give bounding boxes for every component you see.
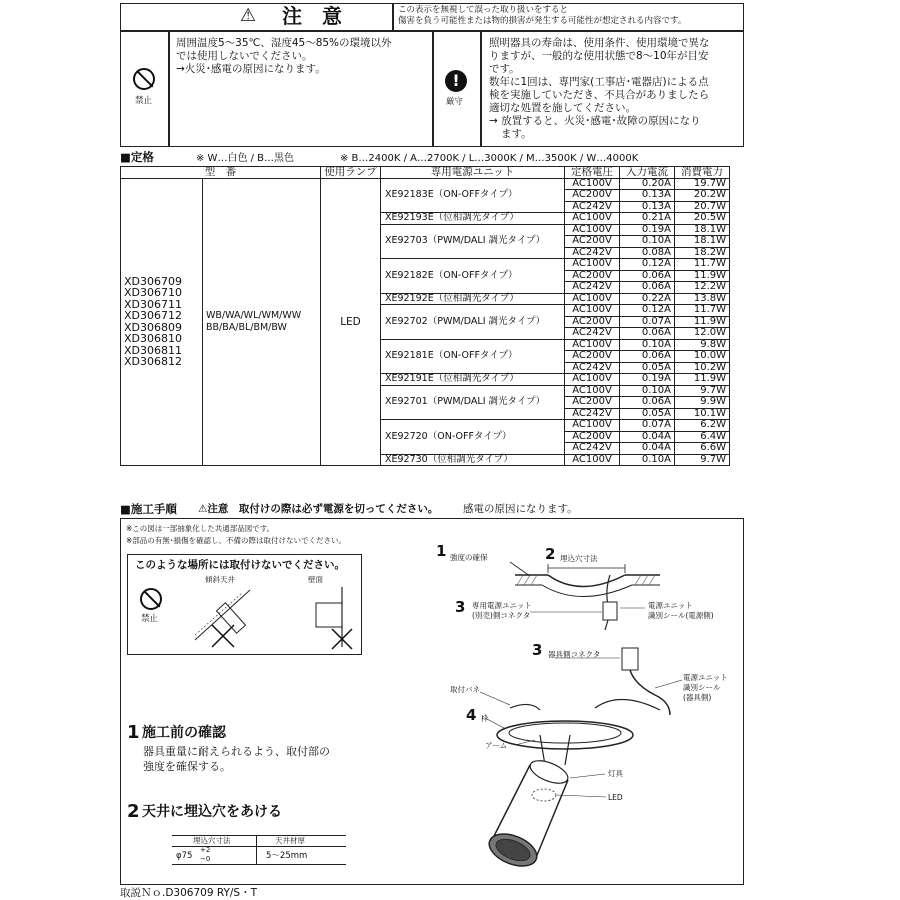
caution-text: ます。 <box>501 128 532 140</box>
diagram-label: 識別シール(電源側) <box>648 611 714 620</box>
model-numbers-cell <box>121 178 203 466</box>
caution-col-divider <box>168 30 170 147</box>
caution-text: →火災･感電の原因になります。 <box>176 63 326 75</box>
step-number: 2 <box>545 545 556 563</box>
spec-color-note: ※ W…白色 / B…黒色 <box>196 153 295 164</box>
step-title: 天井に埋込穴をあける <box>142 804 282 820</box>
hole-table-divider <box>172 846 346 847</box>
power-consumption-cell: 12.0W <box>675 328 730 340</box>
rated-voltage-cell: AC242V <box>565 201 620 213</box>
power-unit-cell: XE92183E（ON-OFFタイプ） <box>381 178 565 213</box>
prohibit-icon <box>140 588 162 610</box>
rated-voltage-cell: AC200V <box>565 270 620 282</box>
power-consumption-cell: 9.9W <box>675 397 730 409</box>
ceiling-thickness-value: 5～25mm <box>266 851 308 861</box>
rated-voltage-cell: AC100V <box>565 305 620 317</box>
rated-voltage-cell: AC200V <box>565 190 620 202</box>
spec-column-header: 入力電流 <box>620 167 675 179</box>
diagram-label: 電源ユニット <box>683 673 728 682</box>
model-number: XD306809 <box>124 320 182 334</box>
power-consumption-cell: 11.9W <box>675 270 730 282</box>
input-current-cell: 0.20A <box>620 178 675 190</box>
hole-tolerance-minus: −0 <box>200 855 211 863</box>
input-current-cell: 0.13A <box>620 201 675 213</box>
rated-voltage-cell: AC100V <box>565 454 620 466</box>
power-consumption-cell: 18.1W <box>675 236 730 248</box>
rated-voltage-cell: AC200V <box>565 397 620 409</box>
rated-voltage-cell: AC242V <box>565 247 620 259</box>
input-current-cell: 0.13A <box>620 190 675 202</box>
model-number: XD306810 <box>124 332 182 346</box>
diagram-label: 枠 <box>481 714 489 723</box>
rated-voltage-cell: AC200V <box>565 236 620 248</box>
step-number: 1 <box>127 722 140 743</box>
rated-voltage-cell: AC100V <box>565 224 620 236</box>
obey-label: 厳守 <box>446 97 464 107</box>
diagram-label: 強度の確保 <box>450 553 488 562</box>
caution-text: 周囲温度5～35℃、湿度45～85%の環境以外 <box>176 37 392 49</box>
rated-voltage-cell: AC200V <box>565 431 620 443</box>
input-current-cell: 0.05A <box>620 362 675 374</box>
step-number: 1 <box>436 542 447 560</box>
diagram-label: 器具側コネクタ <box>548 650 601 659</box>
model-number: XD306712 <box>124 309 182 323</box>
input-current-cell: 0.04A <box>620 431 675 443</box>
caution-text: です。 <box>489 63 520 75</box>
warning-triangle-icon: ⚠ <box>240 5 257 26</box>
variant-codes-cell <box>203 178 321 466</box>
input-current-cell: 0.08A <box>620 247 675 259</box>
power-consumption-cell: 12.2W <box>675 282 730 294</box>
wall-label: 壁面 <box>308 575 323 584</box>
input-current-cell: 0.06A <box>620 270 675 282</box>
rated-voltage-cell: AC200V <box>565 351 620 363</box>
power-unit-cell: XE92703（PWM/DALI 調光タイプ） <box>381 224 565 259</box>
model-number: XD306811 <box>124 343 182 357</box>
power-consumption-cell: 11.7W <box>675 305 730 317</box>
variant-codes: BB/BA/BL/BM/BW <box>206 321 287 333</box>
spec-header-row <box>121 167 730 179</box>
power-consumption-cell: 11.7W <box>675 259 730 271</box>
rated-voltage-cell: AC200V <box>565 316 620 328</box>
power-consumption-cell: 13.8W <box>675 293 730 305</box>
caution-intro: 傷害を負う可能性または物的損害が発生する可能性が想定される内容です。 <box>398 16 687 26</box>
caution-text: 数年に1回は、専門家(工事店･電器店)による点 <box>489 76 709 88</box>
input-current-cell: 0.06A <box>620 397 675 409</box>
input-current-cell: 0.05A <box>620 408 675 420</box>
caution-text: 適切な処置を施してください。 <box>489 102 636 114</box>
procedure-note: ※部品の有無･損傷を確認し、不備の際は取付けないでください。 <box>126 536 347 545</box>
prohibit-label: 禁止 <box>141 614 159 624</box>
caution-title: 注 意 <box>282 4 342 28</box>
spec-table <box>120 166 730 466</box>
rated-voltage-cell: AC100V <box>565 374 620 386</box>
input-current-cell: 0.10A <box>620 236 675 248</box>
power-unit-cell: XE92701（PWM/DALI 調光タイプ） <box>381 385 565 420</box>
step-number: 4 <box>466 706 477 724</box>
model-number: XD306710 <box>124 286 182 300</box>
power-unit-cell: XE92702（PWM/DALI 調光タイプ） <box>381 305 565 340</box>
spec-column-header: 使用ランプ <box>321 167 381 179</box>
diagram-label: 灯具 <box>608 769 623 778</box>
prohibit-icon <box>133 68 155 90</box>
power-consumption-cell: 18.2W <box>675 247 730 259</box>
input-current-cell: 0.10A <box>620 454 675 466</box>
spec-column-header: 消費電力 <box>675 167 730 179</box>
caution-col-divider <box>432 30 434 147</box>
procedure-warning-tail: 感電の原因になります。 <box>463 503 578 515</box>
power-unit-cell: XE92192E（位相調光タイプ） <box>381 293 565 305</box>
power-unit-cell: XE92720（ON-OFFタイプ） <box>381 420 565 455</box>
input-current-cell: 0.06A <box>620 282 675 294</box>
rated-voltage-cell: AC242V <box>565 443 620 455</box>
input-current-cell: 0.06A <box>620 328 675 340</box>
spec-heading: ■定格 <box>120 150 154 164</box>
caution-text: りますが、一般的な使用状態で8～10年が目安 <box>489 50 709 62</box>
power-consumption-cell: 11.9W <box>675 316 730 328</box>
diagram-label: アーム <box>485 741 508 750</box>
diagram-label: (器具側) <box>683 693 712 702</box>
spec-column-header: 型 番 <box>121 167 321 179</box>
power-consumption-cell: 6.4W <box>675 431 730 443</box>
power-consumption-cell: 6.6W <box>675 443 730 455</box>
prohibit-label: 禁止 <box>135 96 153 106</box>
diagram-label: 専用電源ユニット <box>472 601 532 610</box>
hole-table-divider <box>256 835 257 865</box>
power-consumption-cell: 9.7W <box>675 385 730 397</box>
caution-col-divider <box>480 30 482 147</box>
power-consumption-cell: 10.2W <box>675 362 730 374</box>
power-unit-cell: XE92181E（ON-OFFタイプ） <box>381 339 565 374</box>
hole-size-value: φ75 <box>176 851 193 861</box>
caution-text: 検を実施していただき、不具合がありましたら <box>489 89 710 101</box>
spec-temp-note: ※ B…2400K / A…2700K / L…3000K / M…3500K / W…4000K <box>340 153 639 164</box>
step-text: 強度を確保する。 <box>143 760 231 773</box>
step-number: 3 <box>532 641 543 659</box>
do-not-install-title: このような場所には取付けないでください。 <box>135 559 345 571</box>
spec-column-header: 定格電圧 <box>565 167 620 179</box>
power-unit-cell: XE92182E（ON-OFFタイプ） <box>381 259 565 294</box>
step-number: 3 <box>455 598 466 616</box>
power-unit-cell: XE92730（位相調光タイプ） <box>381 454 565 466</box>
sloped-ceiling-label: 傾斜天井 <box>205 575 235 584</box>
power-consumption-cell: 18.1W <box>675 224 730 236</box>
step-text: 器具重量に耐えられるよう、取付部の <box>143 745 330 758</box>
power-consumption-cell: 10.0W <box>675 351 730 363</box>
power-consumption-cell: 20.5W <box>675 213 730 225</box>
table-row <box>121 178 730 190</box>
power-consumption-cell: 20.2W <box>675 190 730 202</box>
wall-illustration <box>300 585 355 650</box>
rated-voltage-cell: AC242V <box>565 362 620 374</box>
input-current-cell: 0.07A <box>620 420 675 432</box>
input-current-cell: 0.12A <box>620 305 675 317</box>
lamp-type-cell: LED <box>321 178 381 466</box>
model-number: XD306709 <box>124 274 182 288</box>
power-unit-cell: XE92191E（位相調光タイプ） <box>381 374 565 386</box>
ceiling-thickness-header: 天井材厚 <box>275 836 305 845</box>
caution-text: では使用しないでください。 <box>176 50 313 62</box>
rated-voltage-cell: AC242V <box>565 282 620 294</box>
input-current-cell: 0.12A <box>620 259 675 271</box>
input-current-cell: 0.10A <box>620 385 675 397</box>
mandatory-icon: ! <box>445 70 467 92</box>
model-number: XD306711 <box>124 297 182 311</box>
variant-codes: WB/WA/WL/WM/WW <box>206 309 302 321</box>
model-number: XD306812 <box>124 355 182 369</box>
power-consumption-cell: 10.1W <box>675 408 730 420</box>
rated-voltage-cell: AC100V <box>565 259 620 271</box>
diagram-label: (別売)側コネクタ <box>472 611 531 620</box>
procedure-note: ※この図は一部抽象化した共通部品図です。 <box>126 524 275 533</box>
rated-voltage-cell: AC100V <box>565 420 620 432</box>
power-consumption-cell: 9.7W <box>675 454 730 466</box>
rated-voltage-cell: AC100V <box>565 293 620 305</box>
caution-text: → 放置すると、火災･感電･故障の原因になり <box>489 115 701 127</box>
power-consumption-cell: 11.9W <box>675 374 730 386</box>
hole-tolerance-plus: +2 <box>200 846 211 854</box>
diagram-label: LED <box>608 793 623 802</box>
input-current-cell: 0.22A <box>620 293 675 305</box>
rated-voltage-cell: AC100V <box>565 339 620 351</box>
power-consumption-cell: 6.2W <box>675 420 730 432</box>
input-current-cell: 0.21A <box>620 213 675 225</box>
rated-voltage-cell: AC100V <box>565 385 620 397</box>
procedure-warning: ⚠注意 取付けの際は必ず電源を切ってください。 <box>198 503 439 515</box>
input-current-cell: 0.04A <box>620 443 675 455</box>
input-current-cell: 0.19A <box>620 224 675 236</box>
diagram-label: 識別シール <box>683 683 721 692</box>
rated-voltage-cell: AC100V <box>565 213 620 225</box>
document-number: 取説Ｎｏ.D306709 RY/S・T <box>120 887 257 899</box>
caution-intro: この表示を無視して誤った取り扱いをすると <box>398 5 569 15</box>
rated-voltage-cell: AC242V <box>565 328 620 340</box>
power-unit-cell: XE92193E（位相調光タイプ） <box>381 213 565 225</box>
diagram-label: 埋込穴寸法 <box>560 554 598 563</box>
diagram-label: 取付バネ <box>450 685 480 694</box>
power-consumption-cell: 9.8W <box>675 339 730 351</box>
spec-column-header: 専用電源ユニット <box>381 167 565 179</box>
sloped-ceiling-illustration <box>190 585 260 650</box>
caution-text: 照明器具の寿命は、使用条件、使用環境で異な <box>489 37 710 49</box>
step-number: 2 <box>127 801 140 822</box>
step-title: 施工前の確認 <box>142 725 226 741</box>
rated-voltage-cell: AC242V <box>565 408 620 420</box>
rated-voltage-cell: AC100V <box>565 178 620 190</box>
procedure-heading: ■施工手順 <box>120 502 177 516</box>
diagram-label: 電源ユニット <box>648 601 693 610</box>
hole-size-header: 埋込穴寸法 <box>193 836 231 845</box>
power-consumption-cell: 19.7W <box>675 178 730 190</box>
input-current-cell: 0.19A <box>620 374 675 386</box>
input-current-cell: 0.06A <box>620 351 675 363</box>
power-consumption-cell: 20.7W <box>675 201 730 213</box>
input-current-cell: 0.10A <box>620 339 675 351</box>
input-current-cell: 0.07A <box>620 316 675 328</box>
caution-title-divider <box>392 3 394 30</box>
